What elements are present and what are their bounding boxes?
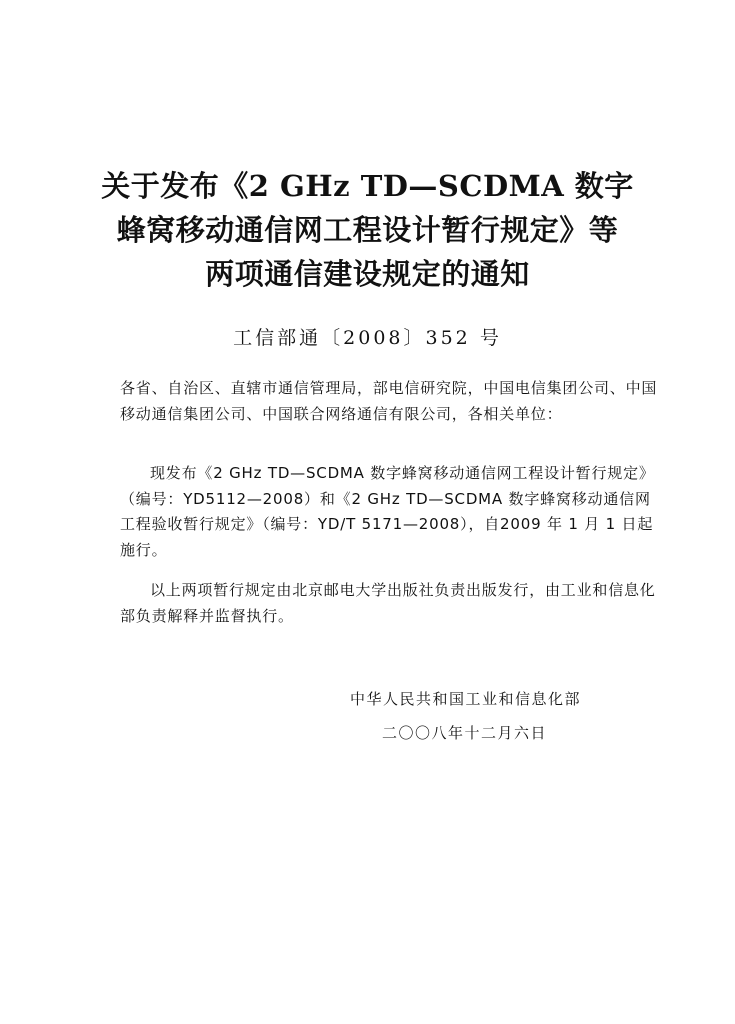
title-line-3: 两项通信建设规定的通知 — [205, 257, 530, 291]
body-paragraph-2: 以上两项暂行规定由北京邮电大学出版社负责出版发行，由工业和信息化部负责解释并监督执行。 — [120, 581, 656, 625]
title-line-2: 蜂窝移动通信网工程设计暂行规定》等 — [116, 213, 619, 247]
body-paragraph-1: 现发布《2 GHz TD—SCDMA 数字蜂窝移动通信网工程设计暂行规定》（编号：YD5112—2008）和《2 GHz TD—SCDMA 数字蜂窝移动通信网工程验收暂行规定》（编号：YD/T 5171—2008），自2009 年 1 月 1 日起施行。 — [120, 464, 655, 559]
title-line-1: 关于发布《2 GHz TD—SCDMA 数字 — [101, 169, 634, 203]
recipients-paragraph: 各省、自治区、直辖市通信管理局，部电信研究院，中国电信集团公司、中国移动通信集团公司、中国联合网络通信有限公司，各相关单位： — [120, 379, 658, 423]
document-number: 工信部通〔2008〕352 号 — [233, 327, 502, 349]
issue-date: 二〇〇八年十二月六日 — [382, 724, 548, 742]
issuer-signature: 中华人民共和国工业和信息化部 — [350, 690, 582, 708]
